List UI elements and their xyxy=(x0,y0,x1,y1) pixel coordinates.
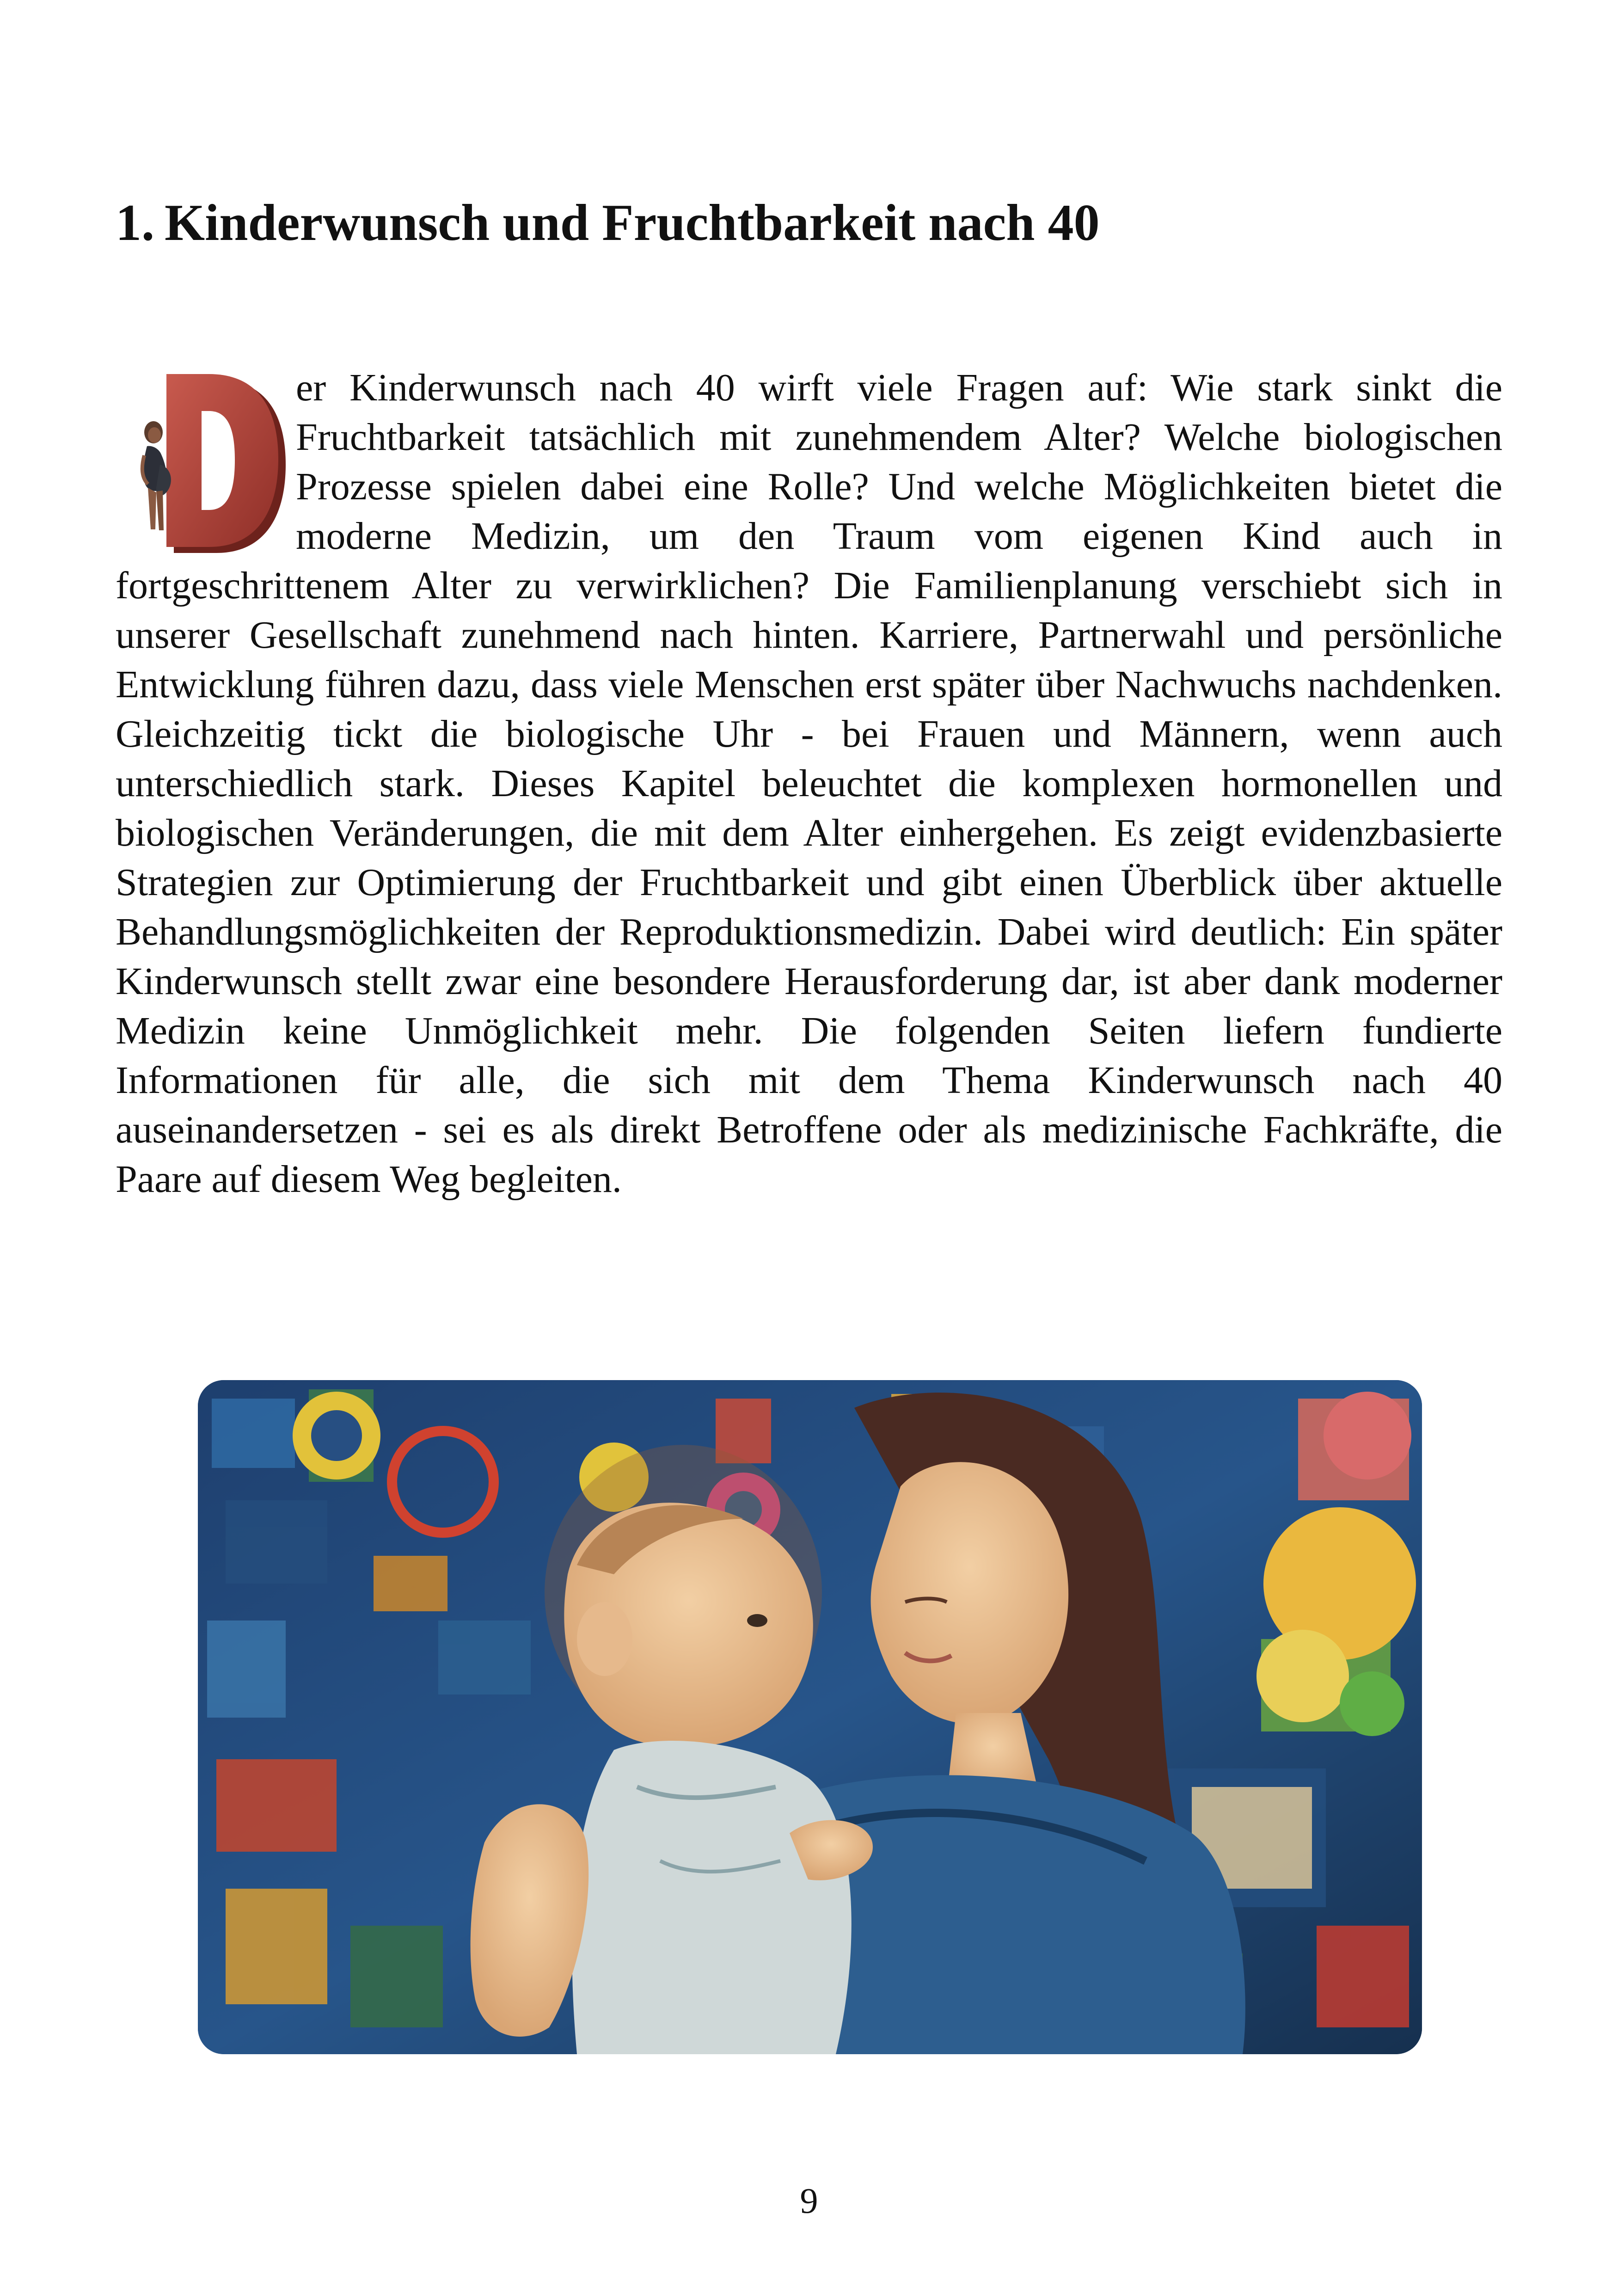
chapter-title: Kinderwunsch und Fruchtbarkeit nach 40 xyxy=(165,194,1100,252)
drop-cap-illustration xyxy=(111,363,287,561)
chapter-intro-paragraph xyxy=(116,363,1502,1204)
chapter-heading xyxy=(116,192,1502,254)
mother-and-baby-illustration xyxy=(198,1380,1422,2054)
paragraph-text: er Kinderwunsch nach 40 wirft viele Fragen auf: Wie stark sinkt die Fruchtbarkeit tatsächlich mit zunehmendem Alter? Welche biologischen Prozesse spielen dabei eine Rolle? Und welche Möglichkeiten bietet die moderne Medizin, um den Traum vom eigenen Kind auch in fortgeschrittenem Alter zu verwirklichen? Die Familienplanung verschiebt sich in unserer Gesellschaft zunehmend nach hinten. Karriere, Partnerwahl und persönliche Entwicklung führen dazu, dass viele Menschen erst später über Nachwuchs nachdenken. Gleichzeitig tickt die biologische Uhr - bei Frauen und Männern, wenn auch unterschiedlich stark. Dieses Kapitel beleuchtet die komplexen hormonellen und biologischen Veränderungen, die mit dem Alter einhergehen. Es zeigt evidenzbasierte Strategien zur Optimierung der Fruchtbarkeit und gibt einen Überblick über aktuelle Behandlungsmöglichkeiten der Reproduktionsmedizin. Dabei wird deutlich: Ein später Kinderwunsch stellt zwar eine besondere Herausforderung dar, ist aber dank moderner Medizin keine Unmöglichkeit mehr. Die folgenden Seiten liefern fundierte Informationen für alle, die sich mit dem Thema Kinderwunsch nach 40 auseinandersetzen - sei es als direkt Betroffene oder als medizinische Fachkräfte, die Paare auf diesem Weg begleiten. xyxy=(116,366,1502,1201)
drop-cap-d-with-pregnant-woman-figure xyxy=(111,363,287,561)
mosaic-painting-image xyxy=(198,1380,1422,2054)
page-number: 9 xyxy=(800,2180,818,2221)
chapter-number: 1. xyxy=(116,194,154,252)
